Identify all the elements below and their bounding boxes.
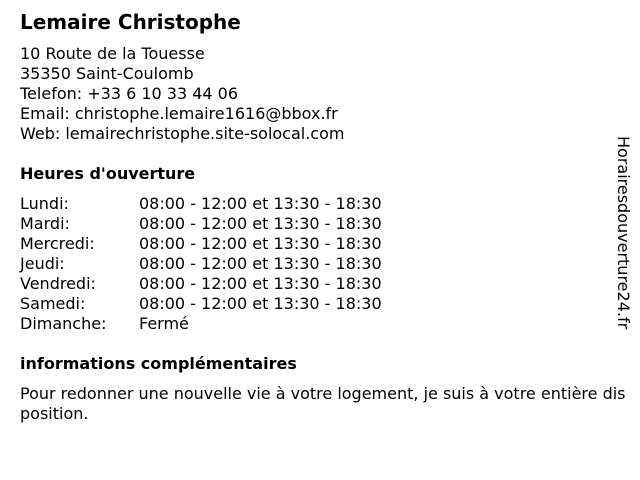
day-label: Samedi:: [20, 294, 86, 313]
web-line: Web: lemairechristophe.site-solocal.com: [20, 124, 345, 143]
time-range: 08:00 - 12:00 et 13:30 - 18:30: [139, 234, 382, 253]
contact-block: [20, 44, 344, 144]
address-street: 10 Route de la Touesse: [20, 44, 205, 63]
phone-line: Telefon: +33 6 10 33 44 06: [20, 84, 239, 103]
opening-hours-heading: Heures d'ouverture: [20, 164, 196, 183]
additional-info-text: Pour redonner une nouvelle vie à votre logement, je suis à votre entière disposition.: [20, 384, 626, 423]
site-watermark: Horairesdouverture24.fr: [614, 136, 633, 330]
time-range: 08:00 - 12:00 et 13:30 - 18:30: [139, 254, 382, 273]
day-label: Vendredi:: [20, 274, 96, 293]
business-name: Lemaire Christophe: [20, 10, 241, 34]
time-range: 08:00 - 12:00 et 13:30 - 18:30: [139, 194, 382, 213]
address-city: 35350 Saint-Coulomb: [20, 64, 194, 83]
day-label: Lundi:: [20, 194, 69, 213]
day-label: Mercredi:: [20, 234, 95, 253]
day-label: Jeudi:: [20, 254, 65, 273]
time-range: 08:00 - 12:00 et 13:30 - 18:30: [139, 214, 382, 233]
time-range: 08:00 - 12:00 et 13:30 - 18:30: [139, 274, 382, 293]
time-range: Fermé: [139, 314, 189, 333]
time-range: 08:00 - 12:00 et 13:30 - 18:30: [139, 294, 382, 313]
email-line: Email: christophe.lemaire1616@bbox.fr: [20, 104, 338, 123]
day-label: Mardi:: [20, 214, 70, 233]
additional-info-heading: informations complémentaires: [20, 354, 297, 373]
day-label: Dimanche:: [20, 314, 107, 333]
